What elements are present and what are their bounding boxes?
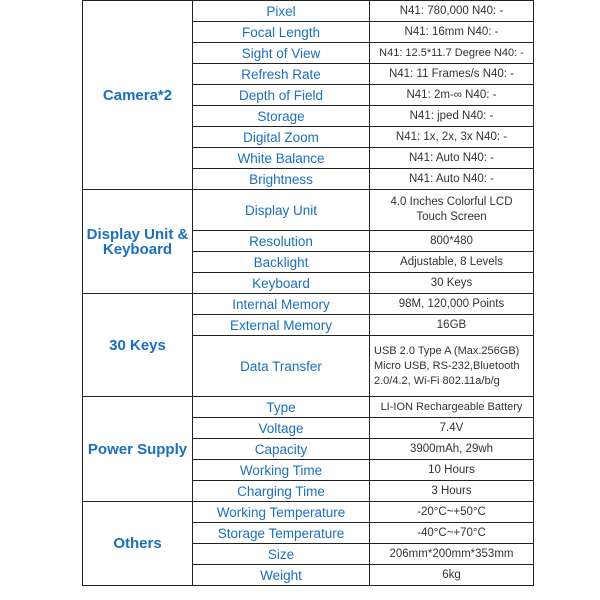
- row-value: N41: 780,000 N40: -: [370, 1, 534, 22]
- row-label: Size: [193, 544, 370, 565]
- row-label: Brightness: [193, 169, 370, 190]
- row-value: N41: 2m-∞ N40: -: [370, 85, 534, 106]
- section-camera: Camera*2: [83, 1, 193, 190]
- row-label: Working Temperature: [193, 502, 370, 523]
- row-value: N41: 12.5*11.7 Degree N40: -: [370, 43, 534, 64]
- table-row: [83, 190, 534, 231]
- row-value: 206mm*200mm*353mm: [370, 544, 534, 565]
- row-label: Focal Length: [193, 22, 370, 43]
- row-value: -40°C~+70°C: [370, 523, 534, 544]
- row-label: White Balance: [193, 148, 370, 169]
- row-label: Keyboard: [193, 273, 370, 294]
- row-label: Working Time: [193, 460, 370, 481]
- section-others: Others: [83, 502, 193, 586]
- table-row: [83, 397, 534, 418]
- row-label: Depth of Field: [193, 85, 370, 106]
- row-label: Digital Zoom: [193, 127, 370, 148]
- section-power-supply: Power Supply: [83, 397, 193, 502]
- row-label: Charging Time: [193, 481, 370, 502]
- row-value: USB 2.0 Type A (Max.256GB) Micro USB, RS-232,Bluetooth 2.0/4.2, Wi-Fi 802.11a/b/g: [370, 336, 534, 397]
- row-value: 10 Hours: [370, 460, 534, 481]
- row-value: 3900mAh, 29wh: [370, 439, 534, 460]
- row-value: 6kg: [370, 565, 534, 586]
- row-label: Backlight: [193, 252, 370, 273]
- section-30-keys: 30 Keys: [83, 294, 193, 397]
- row-label: Sight of View: [193, 43, 370, 64]
- row-value: N41: Auto N40: -: [370, 148, 534, 169]
- row-value: LI-ION Rechargeable Battery: [370, 397, 534, 418]
- row-value: Adjustable, 8 Levels: [370, 252, 534, 273]
- row-value: 7.4V: [370, 418, 534, 439]
- row-value: N41: jped N40: -: [370, 106, 534, 127]
- row-value: 4.0 Inches Colorful LCD Touch Screen: [370, 190, 534, 231]
- spec-table: [82, 0, 534, 586]
- row-value: N41: 1x, 2x, 3x N40: -: [370, 127, 534, 148]
- row-label: Voltage: [193, 418, 370, 439]
- row-label: Resolution: [193, 231, 370, 252]
- row-label: Capacity: [193, 439, 370, 460]
- table-row: [83, 1, 534, 22]
- row-value: N41: Auto N40: -: [370, 169, 534, 190]
- row-label: Internal Memory: [193, 294, 370, 315]
- row-value: N41: 11 Frames/s N40: -: [370, 64, 534, 85]
- row-label: Refresh Rate: [193, 64, 370, 85]
- section-display-unit-keyboard: Display Unit & Keyboard: [83, 190, 193, 294]
- row-value: -20°C~+50°C: [370, 502, 534, 523]
- row-label: Display Unit: [193, 190, 370, 231]
- row-value: 30 Keys: [370, 273, 534, 294]
- table-row: [83, 502, 534, 523]
- row-value: 800*480: [370, 231, 534, 252]
- row-label: External Memory: [193, 315, 370, 336]
- row-label: Weight: [193, 565, 370, 586]
- table-row: [83, 294, 534, 315]
- row-value: 16GB: [370, 315, 534, 336]
- row-label: Type: [193, 397, 370, 418]
- row-label: Data Transfer: [193, 336, 370, 397]
- row-value: N41: 16mm N40: -: [370, 22, 534, 43]
- row-label: Pixel: [193, 1, 370, 22]
- row-label: Storage: [193, 106, 370, 127]
- row-value: 3 Hours: [370, 481, 534, 502]
- row-value: 98M, 120,000 Points: [370, 294, 534, 315]
- row-label: Storage Temperature: [193, 523, 370, 544]
